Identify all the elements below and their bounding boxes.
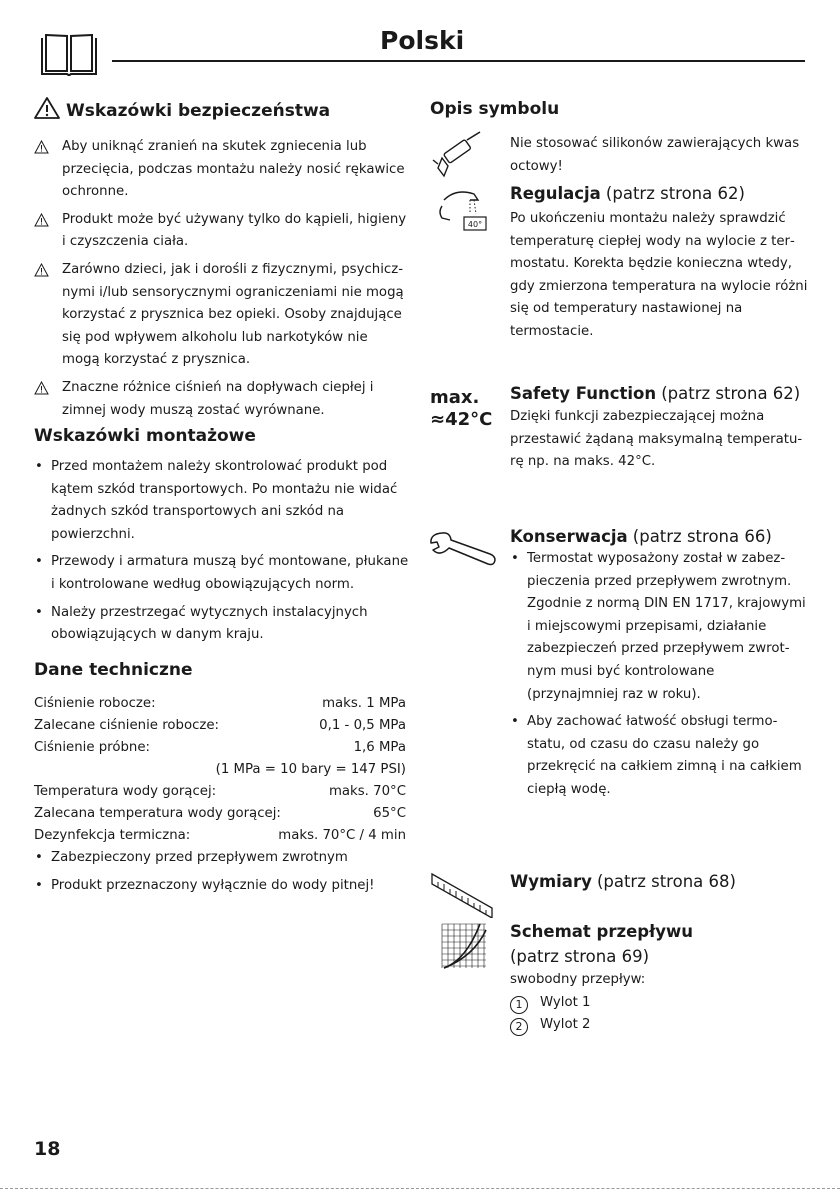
- safety-function-text: Dzięki funkcji zabezpieczającej można przestawić żądaną maksymalną temperaturę np. na maks. 42°C.: [510, 409, 803, 470]
- spec-row: [34, 693, 406, 716]
- outlet-number: 1: [510, 996, 528, 1014]
- mounting-title: Wskazówki montażowe: [34, 426, 256, 446]
- list-item: • Produkt przeznaczony wyłącznie do wody pitnej!: [34, 875, 409, 898]
- spec-value: 0,1 - 0,5 MPa: [319, 718, 406, 733]
- regulation-ref: (patrz strona 62): [605, 184, 745, 203]
- technical-title: Dane techniczne: [34, 660, 193, 680]
- regulation-text: Po ukończeniu montażu należy sprawdzić temperaturę ciepłej wody na wylocie z termostatu. Korekta będzie konieczna wtedy, gdy zmierzona temperatura na wylocie różni się od temperatury nastawionej na termostacie.: [510, 211, 808, 339]
- dimensions-ref: (patrz strona 68): [596, 872, 736, 891]
- spec-row: [34, 759, 406, 782]
- outlet-label: Wylot 2: [540, 1017, 591, 1032]
- wrench-icon: [428, 528, 498, 568]
- thermometer-hand-icon: [434, 186, 490, 236]
- list-item-text: Znaczne różnice ciśnień na dopływach ciepłej i zimnej wody muszą zostać wyrównane.: [62, 379, 374, 418]
- safety-function-ref: (patrz strona 62): [661, 384, 801, 403]
- spec-value: maks. 1 MPa: [322, 696, 406, 711]
- spec-value: 1,6 MPa: [353, 740, 406, 755]
- outlet-number: 2: [510, 1018, 528, 1036]
- list-item: • Termostat wyposażony został w zabezpieczenia przed przepływem zwrotnym. Zgodnie z normą DIN EN 1717, krajowymi i miejscowymi przepisami, działanie zabezpieczeń przed przepływem zwrotnym musi być kontrolowane (przynajmniej raz w roku).: [510, 548, 808, 706]
- safety-function-heading: [510, 384, 800, 403]
- list-item-text: Produkt może być używany tylko do kąpieli, higieny i czyszczenia ciała.: [62, 211, 407, 250]
- flow-chart-icon: [440, 922, 488, 970]
- safety-list: [34, 136, 409, 427]
- spec-label: Dezynfekcja termiczna:: [34, 828, 191, 843]
- thermometer-reading: 40°: [467, 220, 483, 229]
- warning-icon: [34, 263, 49, 277]
- book-icon: [40, 34, 98, 78]
- outlet-item: [510, 1014, 591, 1036]
- list-item-text: Zarówno dzieci, jak i dorośli z fizycznymi, psychicznymi i/lub sensorycznymi ograniczeniami nie mogą korzystać z prysznica bez opieki. Osoby znajdujące się pod wpływem alkoholu lub narkotyków nie mogą korzystać z prysznica.: [62, 261, 404, 368]
- spec-label: Temperatura wody gorącej:: [34, 784, 217, 799]
- page-edge-divider: [0, 1188, 840, 1189]
- outlet-item: [510, 992, 591, 1014]
- warning-icon: [34, 140, 49, 154]
- list-item: • Aby zachować łatwość obsługi termostatu, od czasu do czasu należy go przekręcić na całkiem zimną i na całkiem ciepłą wodę.: [510, 711, 808, 801]
- regulation-title: Regulacja: [510, 184, 601, 203]
- spec-label: Zalecana temperatura wody gorącej:: [34, 806, 281, 821]
- spec-value: maks. 70°C: [328, 784, 406, 799]
- spec-value: maks. 70°C / 4 min: [278, 828, 406, 843]
- warning-icon: [34, 381, 49, 395]
- max-temp-label: ≈42°C: [430, 409, 493, 430]
- technical-list: [34, 847, 409, 902]
- dimensions-heading: [510, 872, 736, 891]
- maintenance-ref: (patrz strona 66): [632, 527, 772, 546]
- warning-icon: [34, 213, 49, 227]
- header-divider: [112, 60, 805, 62]
- spec-row: [34, 803, 406, 826]
- warning-icon: [34, 96, 60, 120]
- free-flow-label: swobodny przepływ:: [510, 972, 646, 987]
- spec-value: 65°C: [373, 806, 406, 821]
- regulation-heading: [510, 184, 745, 203]
- page-number: 18: [34, 1138, 61, 1160]
- silicone-gun-icon: [432, 130, 486, 182]
- ruler-icon: [430, 872, 494, 918]
- list-item: • Przed montażem należy skontrolować produkt pod kątem szkód transportowych. Po montażu nie widać żadnych szkód transportowych ani szkód na powierzchni.: [34, 456, 409, 546]
- spec-label: Zalecane ciśnienie robocze:: [34, 718, 220, 733]
- spec-row: [34, 825, 406, 848]
- list-item: • Przewody i armatura muszą być montowane, płukane i kontrolowane według obowiązujących norm.: [34, 551, 409, 596]
- safety-heading: [34, 96, 330, 121]
- flow-title: Schemat przepływu: [510, 922, 693, 941]
- spec-label: Ciśnienie próbne:: [34, 740, 151, 755]
- list-item: [34, 209, 409, 254]
- list-item: [34, 136, 409, 204]
- maintenance-title: Konserwacja: [510, 527, 628, 546]
- page-title: Polski: [380, 26, 465, 55]
- spec-row: [34, 781, 406, 804]
- max-temp-symbol: [430, 387, 492, 431]
- outlet-label: Wylot 1: [540, 995, 591, 1010]
- list-item: [34, 259, 409, 372]
- dimensions-title: Wymiary: [510, 872, 592, 891]
- list-item: • Należy przestrzegać wytycznych instalacyjnych obowiązujących w danym kraju.: [34, 602, 409, 647]
- max-label: max.: [430, 387, 480, 408]
- safety-function-title: Safety Function: [510, 384, 657, 403]
- flow-ref: (patrz strona 69): [510, 947, 650, 966]
- silicone-note: Nie stosować silikonów zawierających kwas octowy!: [510, 136, 800, 174]
- spec-row: [34, 715, 406, 738]
- symbols-title: Opis symbolu: [430, 99, 560, 119]
- list-item-text: Aby uniknąć zranień na skutek zgniecenia lub przecięcia, podczas montażu należy nosić rękawice ochronne.: [62, 139, 405, 200]
- spec-value: (1 MPa = 10 bary = 147 PSI): [215, 762, 406, 777]
- mounting-list: [34, 456, 409, 652]
- list-item: • Zabezpieczony przed przepływem zwrotnym: [34, 847, 409, 870]
- spec-label: Ciśnienie robocze:: [34, 696, 156, 711]
- maintenance-list: [510, 548, 808, 807]
- safety-title: Wskazówki bezpieczeństwa: [66, 101, 331, 121]
- list-item: [34, 377, 409, 422]
- maintenance-heading: [510, 527, 772, 546]
- spec-row: [34, 737, 406, 760]
